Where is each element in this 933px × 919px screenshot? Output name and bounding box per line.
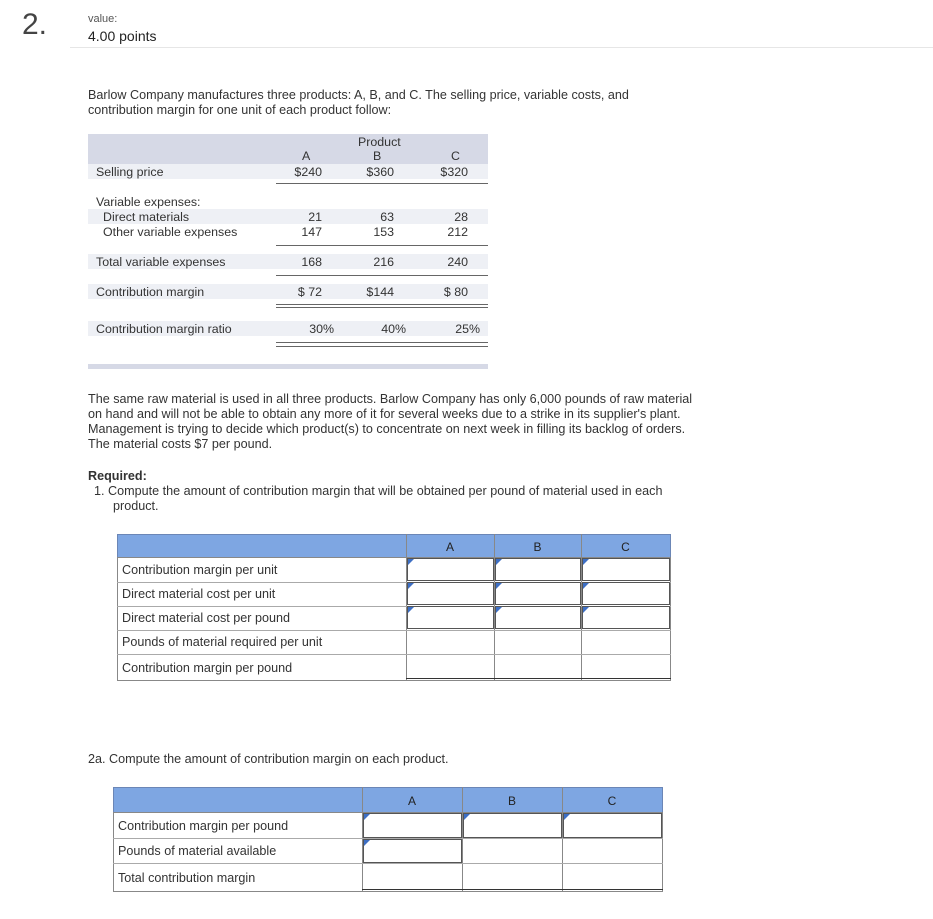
input-t1-dm-unit-b[interactable] (495, 582, 581, 605)
input-t1-pounds-c[interactable] (582, 631, 670, 654)
input-t2-total-b[interactable] (463, 864, 562, 890)
table1-row-pounds-required: Pounds of material required per unit (122, 635, 323, 649)
input-t2-cm-pound-a[interactable] (363, 813, 462, 838)
cell-cm-a: $ 72 (297, 285, 322, 299)
input-marker-icon (564, 814, 570, 820)
col-header-b: B (373, 149, 382, 163)
table1-row-cm-per-pound: Contribution margin per pound (122, 661, 293, 675)
cell-ove-a: 147 (301, 225, 322, 239)
col-header-c: C (451, 149, 460, 163)
input-marker-icon (496, 559, 502, 565)
requirement-1: 1. Compute the amount of contribution margin that will be obtained per pound of material used in each product. (94, 484, 663, 513)
input-t1-pounds-a[interactable] (407, 631, 494, 654)
cell-selling-b: $360 (366, 165, 394, 179)
row-label-total-variable: Total variable expenses (96, 255, 226, 269)
input-t1-cm-unit-a[interactable] (407, 558, 494, 581)
cell-tve-c: 240 (447, 255, 468, 269)
input-t2-total-a[interactable] (363, 864, 462, 890)
input-marker-icon (364, 814, 370, 820)
table1-row-cm-per-unit: Contribution margin per unit (122, 563, 278, 577)
input-marker-icon (464, 814, 470, 820)
scenario-paragraph: The same raw material is used in all three products. Barlow Company has only 6,000 pounds of raw material on hand and will not be able to obtain any more of it for several weeks due to a strike in its supplier's plant. Management is trying to decide which product(s) to concentrate on next week in filling its backlog of orders. The material costs $7 per pound. (88, 392, 693, 451)
input-t2-pounds-a[interactable] (363, 839, 462, 863)
col-header-a: A (302, 149, 311, 163)
table1-col-a: A (445, 540, 454, 554)
cell-ove-b: 153 (373, 225, 394, 239)
input-t2-pounds-b[interactable] (463, 839, 562, 863)
cell-cmr-b: 40% (381, 322, 406, 336)
input-t1-pounds-b[interactable] (495, 631, 581, 654)
table1-row-dm-cost-per-unit: Direct material cost per unit (122, 587, 276, 601)
rule-tve (276, 275, 488, 276)
cell-cmr-c: 25% (455, 322, 480, 336)
row-label-selling-price: Selling price (96, 165, 164, 179)
cell-cm-c: $ 80 (443, 285, 468, 299)
input-marker-icon (583, 583, 589, 589)
intro-paragraph: Barlow Company manufactures three products: A, B, and C. The selling price, variable costs, and contribution margin for one unit of each product follow: (88, 88, 629, 117)
rule-cmr-2 (276, 346, 488, 347)
requirement-2a: 2a. Compute the amount of contribution margin on each product. (88, 752, 449, 766)
row-label-other-variable: Other variable expenses (103, 225, 238, 239)
table1-row-dm-cost-per-pound: Direct material cost per pound (122, 611, 290, 625)
rule-selling (276, 183, 488, 184)
table2-row-pounds-available: Pounds of material available (118, 844, 277, 858)
cell-ove-c: 212 (447, 225, 468, 239)
row-label-direct-materials: Direct materials (103, 210, 190, 224)
input-marker-icon (408, 559, 414, 565)
input-marker-icon (583, 559, 589, 565)
rule-cm-2 (276, 307, 488, 308)
table1-total-rule (406, 678, 671, 679)
input-t1-dm-unit-c[interactable] (582, 582, 670, 605)
table2-row-total-cm: Total contribution margin (118, 871, 256, 885)
cell-tve-b: 216 (373, 255, 394, 269)
table2-col-c: C (607, 794, 617, 808)
cell-selling-a: $240 (294, 165, 322, 179)
question-number: 2. (22, 8, 48, 41)
table-bottom-band (88, 364, 488, 369)
rule-ove (276, 245, 488, 246)
input-t1-dm-pound-b[interactable] (495, 606, 581, 629)
cell-cmr-a: 30% (309, 322, 334, 336)
table2-col-b: B (507, 794, 516, 808)
input-t1-dm-pound-a[interactable] (407, 606, 494, 629)
cell-tve-a: 168 (301, 255, 322, 269)
input-t1-cm-pound-a[interactable] (407, 655, 494, 678)
table2-col-a: A (407, 794, 416, 808)
input-t2-pounds-c[interactable] (563, 839, 662, 863)
points-value: 4.00 points (88, 28, 157, 44)
cell-cm-b: $144 (366, 285, 394, 299)
input-t2-total-c[interactable] (563, 864, 662, 890)
input-marker-icon (583, 607, 589, 613)
product-header: Product (358, 135, 401, 149)
cell-dm-a: 21 (308, 210, 322, 224)
input-t1-cm-pound-c[interactable] (582, 655, 670, 678)
input-marker-icon (496, 607, 502, 613)
input-t2-cm-pound-c[interactable] (563, 813, 662, 838)
header-divider (70, 47, 933, 48)
rule-cmr-1 (276, 342, 488, 343)
input-t1-dm-unit-a[interactable] (407, 582, 494, 605)
cell-dm-b: 63 (380, 210, 394, 224)
row-label-variable-expenses: Variable expenses: (96, 195, 201, 209)
cell-selling-c: $320 (440, 165, 468, 179)
rule-cm-1 (276, 304, 488, 305)
value-label: value: (88, 13, 118, 25)
input-marker-icon (496, 583, 502, 589)
table1-col-c: C (621, 540, 630, 554)
input-t2-cm-pound-b[interactable] (463, 813, 562, 838)
input-marker-icon (408, 607, 414, 613)
table2-total-rule (362, 889, 663, 890)
input-t1-cm-pound-b[interactable] (495, 655, 581, 678)
input-marker-icon (408, 583, 414, 589)
input-t1-dm-pound-c[interactable] (582, 606, 670, 629)
table2-row-cm-per-pound: Contribution margin per pound (118, 819, 289, 833)
input-t1-cm-unit-c[interactable] (582, 558, 670, 581)
table1-col-b: B (533, 540, 542, 554)
required-label: Required: (88, 469, 147, 483)
input-t1-cm-unit-b[interactable] (495, 558, 581, 581)
product-table-header-band (88, 134, 488, 164)
row-label-contribution-margin: Contribution margin (96, 285, 205, 299)
row-label-cm-ratio: Contribution margin ratio (96, 322, 232, 336)
cell-dm-c: 28 (454, 210, 468, 224)
input-marker-icon (364, 840, 370, 846)
